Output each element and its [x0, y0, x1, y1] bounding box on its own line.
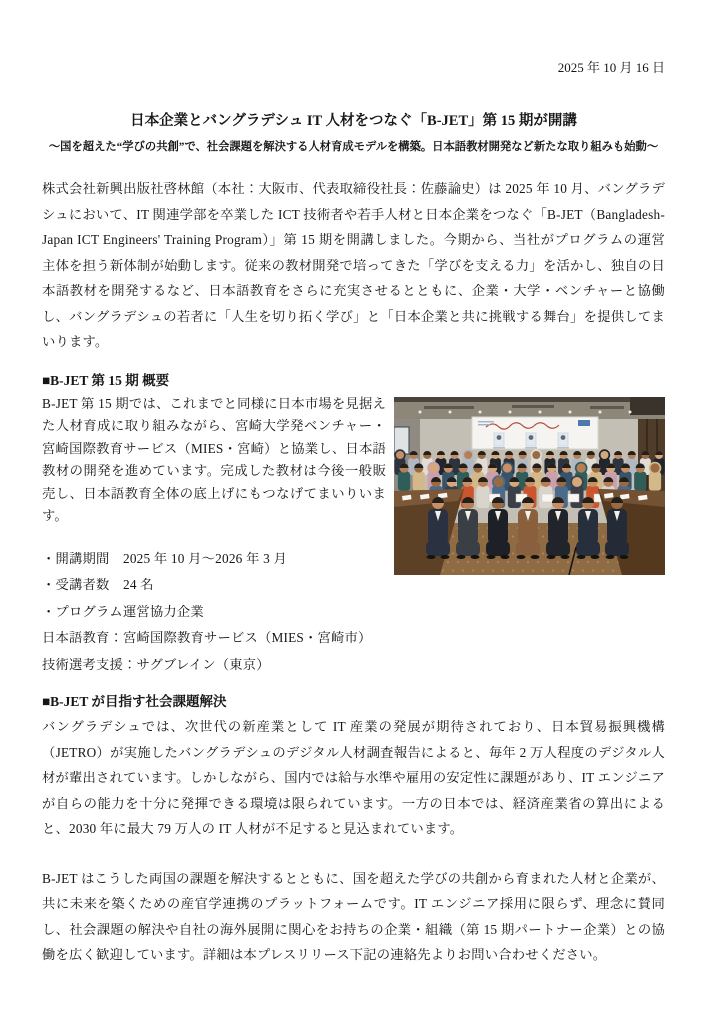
mission-paragraph-2: B-JET はこうした両国の課題を解決するとともに、国を超えた学びの共創から育まれた人材と企業が、共に未来を築くための産官学連携のプラットフォームです。IT エンジニア採用に限らず、理念に賛同し、社会課題の解決や自社の海外展開に関心をお持ちの企業・組織（第 15 期パートナー企業）との協働を広く歓迎しています。詳細は本プレスリリース下記の連絡先よりお問い合わせください。: [42, 870, 665, 962]
overview-section: [42, 369, 665, 679]
group-photo-illustration: [394, 397, 665, 575]
intro-paragraph: 株式会社新興出版社啓林館（本社：大阪市、代表取締役社長：佐藤論史）は 2025 年 10 月、バングラデシュにおいて、IT 関連学部を卒業した ICT 技術者や若手人材と日本企業をつなぐ「B-JET（Bangladesh-Japan ICT Engineers' Training Program）」第 15 期を開講しました。今期から、当社がプログラムの運営主体を担う新体制が始動します。従来の教材開発で培ってきた「学びを支える力」を活かし、独自の日本語教材を開発するなど、日本語教育をさらに充実させるとともに、企業・大学・ベンチャーと協働し、バングラデシュの若者に「人生を切り拓く学び」と「日本企業と共に挑戦する舞台」を提供してまいります。: [42, 181, 665, 349]
group-photo: [394, 397, 665, 575]
bullet-line: ・受講者数 24 名: [42, 577, 154, 592]
date-line: 2025 年 10 月 16 日: [557, 60, 665, 75]
bullet-line: ・プログラム運営協力企業: [42, 603, 204, 619]
mission-heading: ■B-JET が目指す社会課題解決: [42, 694, 227, 709]
mission-paragraph-1: バングラデシュでは、次世代の新産業として IT 産業の発展が期待されており、日本貿易振興機構（JETRO）が実施したバングラデシュのデジタル人材調査報告によると、毎年 2 万人程度のデジタル人材が輩出されています。しかしながら、国内では給与水準や雇用の安定性に課題があり、IT エンジニアが自らの能力を十分に発揮できる環境は限られています。一方の日本では、経済産業省の算出によると、2030 年に最大 79 万人の IT 人材が不足すると見込まれています。: [42, 719, 665, 836]
overview-paragraph: B-JET 第 15 期では、これまでと同様に日本市場を見据えた人材育成に取り組みながら、宮崎大学発ベンチャー・宮崎国際教育サービス（MIES・宮崎）と協業し、日本語教材の開発を進めています。完成した教材は今後一般販売し、日本語教育全体の底上げにもつなげてまいりいます。: [42, 395, 386, 523]
page-title: 日本企業とバングラデシュ IT 人材をつなぐ「B-JET」第 15 期が開講: [130, 113, 577, 129]
partner-line: 技術選考支援：サグブレイン（東京）: [42, 656, 270, 672]
mission-section: [42, 690, 665, 968]
page-subtitle: ～国を超えた“学びの共創”で、社会課題を解決する人材育成モデルを構築。日本語教材開発など新たな取り組みも始動～: [48, 141, 659, 153]
partner-lines: [42, 625, 665, 678]
partner-line: 日本語教育：宮崎国際教育サービス（MIES・宮崎市）: [42, 630, 372, 645]
bullet-line: ・開講期間 2025 年 10 月～2026 年 3 月: [42, 550, 287, 566]
overview-heading: ■B-JET 第 15 期 概要: [42, 372, 170, 388]
